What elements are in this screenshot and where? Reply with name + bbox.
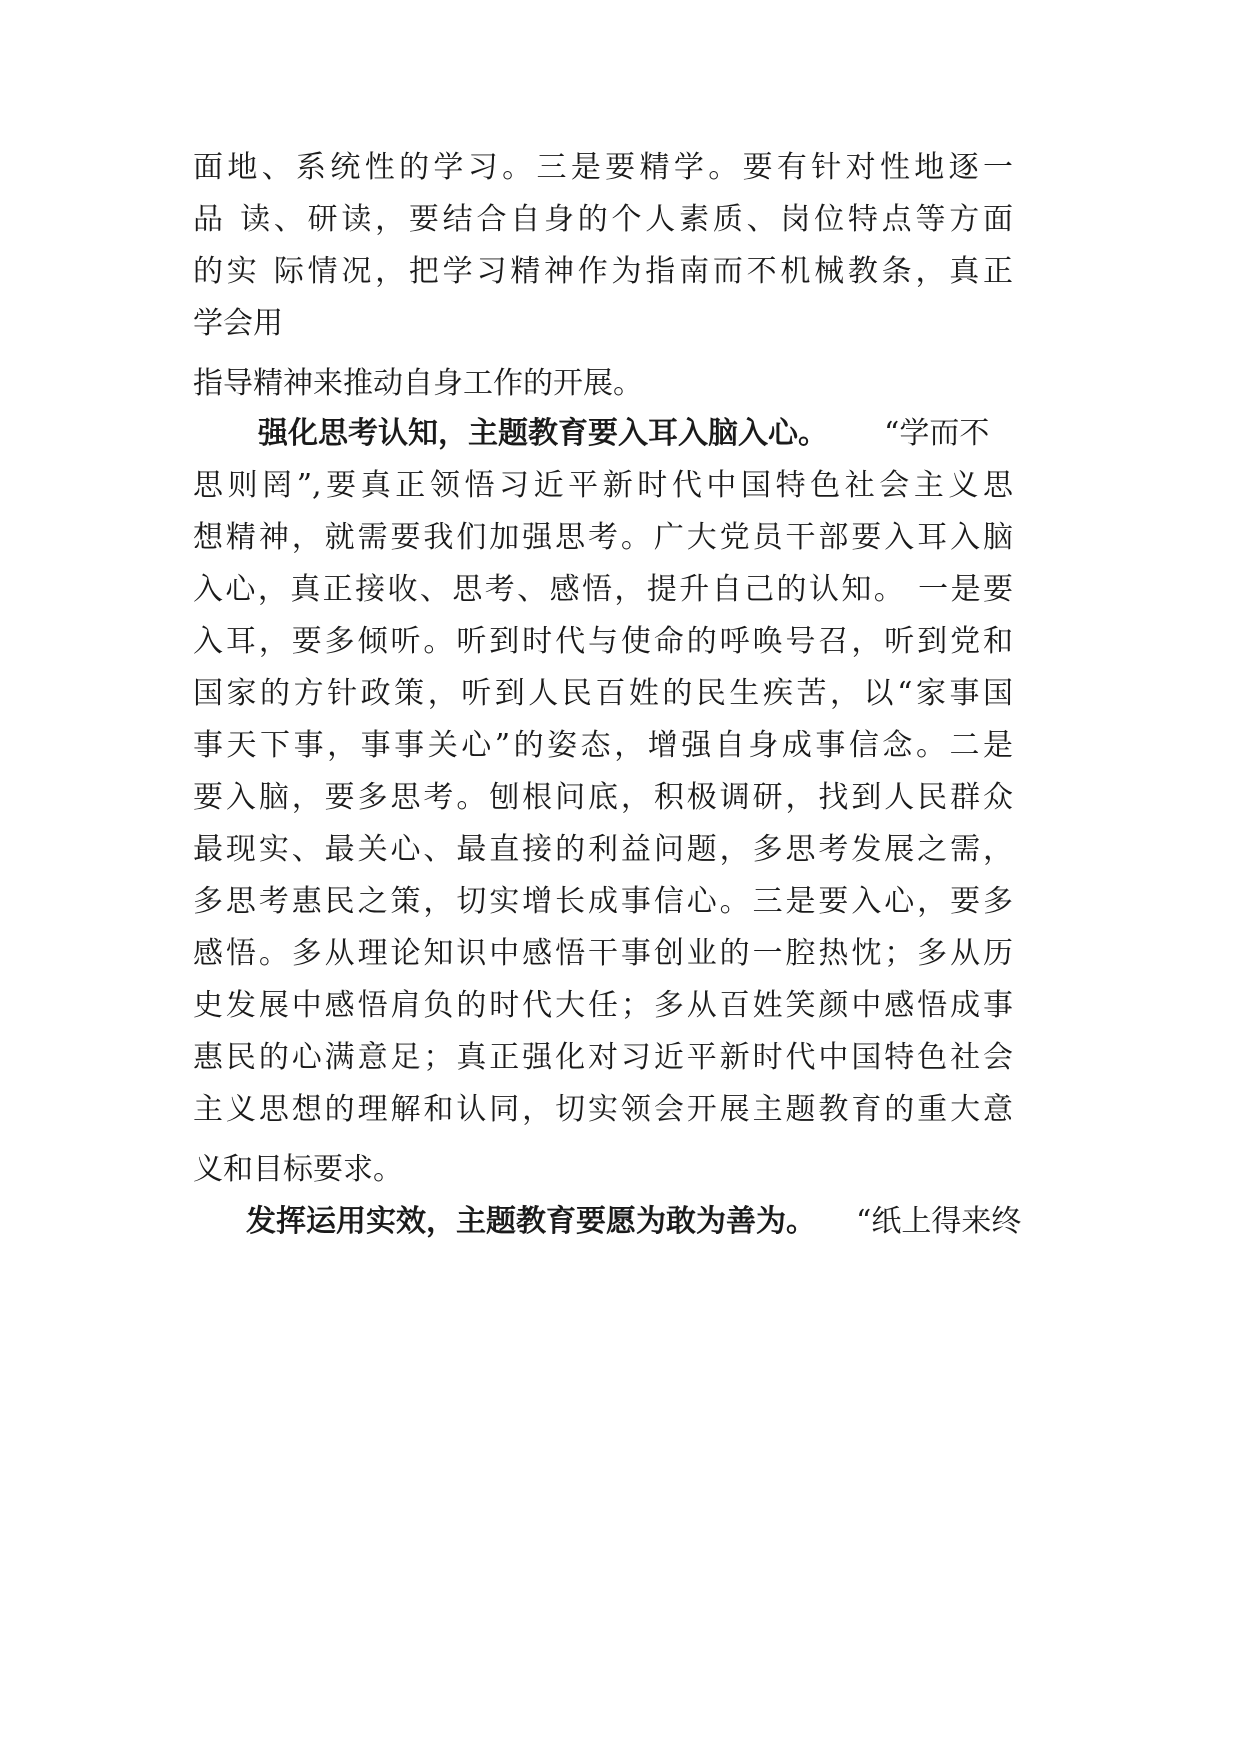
body-line: 国家的方针政策，听到人民百姓的民生疾苦，以“家事国: [193, 676, 1013, 711]
body-line: 要入脑，要多思考。刨根问底，积极调研，找到人民群众: [193, 780, 1013, 815]
section-heading-bold: 发挥运用实效，主题教育要愿为敢为善为。: [246, 1204, 816, 1239]
section-heading-quote: “学而不: [884, 416, 990, 451]
body-line: 想精神，就需要我们加强思考。广大党员干部要入耳入脑: [193, 520, 1013, 555]
body-line: 义和目标要求。: [193, 1152, 403, 1187]
body-line: 指导精神来推动自身工作的开展。: [193, 366, 643, 401]
body-line: 感悟。多从理论知识中感悟干事创业的一腔热忱；多从历: [193, 936, 1013, 971]
body-line: 主义思想的理解和认同，切实领会开展主题教育的重大意: [193, 1092, 1013, 1127]
body-line: 学会用: [193, 306, 283, 341]
body-line: 惠民的心满意足；真正强化对习近平新时代中国特色社会: [193, 1040, 1013, 1075]
section-heading-bold: 强化思考认知，主题教育要入耳入脑入心。: [258, 416, 828, 451]
body-line: 最现实、最关心、最直接的利益问题，多思考发展之需，: [193, 832, 1013, 867]
body-line: 史发展中感悟肩负的时代大任；多从百姓笑颜中感悟成事: [193, 988, 1013, 1023]
body-line: 品 读、研读，要结合自身的个人素质、岗位特点等方面: [193, 202, 1013, 237]
body-line: 入心，真正接收、思考、感悟，提升自己的认知。 一是要: [193, 572, 1013, 607]
body-line: 多思考惠民之策，切实增长成事信心。三是要入心，要多: [193, 884, 1013, 919]
section-heading-practice: [246, 1202, 1021, 1242]
body-line: 思则罔”,要真正领悟习近平新时代中国特色社会主义思: [193, 468, 1013, 503]
section-heading-think: [258, 414, 989, 454]
body-line: 入耳，要多倾听。听到时代与使命的呼唤号召，听到党和: [193, 624, 1013, 659]
body-line: 面地、系统性的学习。三是要精学。要有针对性地逐一: [193, 150, 1013, 185]
section-heading-quote: “纸上得来终: [856, 1204, 1022, 1239]
body-line: 的实 际情况，把学习精神作为指南而不机械教条，真正: [193, 254, 1013, 289]
body-line: 事天下事，事事关心”的姿态，增强自身成事信念。二是: [193, 728, 1013, 763]
